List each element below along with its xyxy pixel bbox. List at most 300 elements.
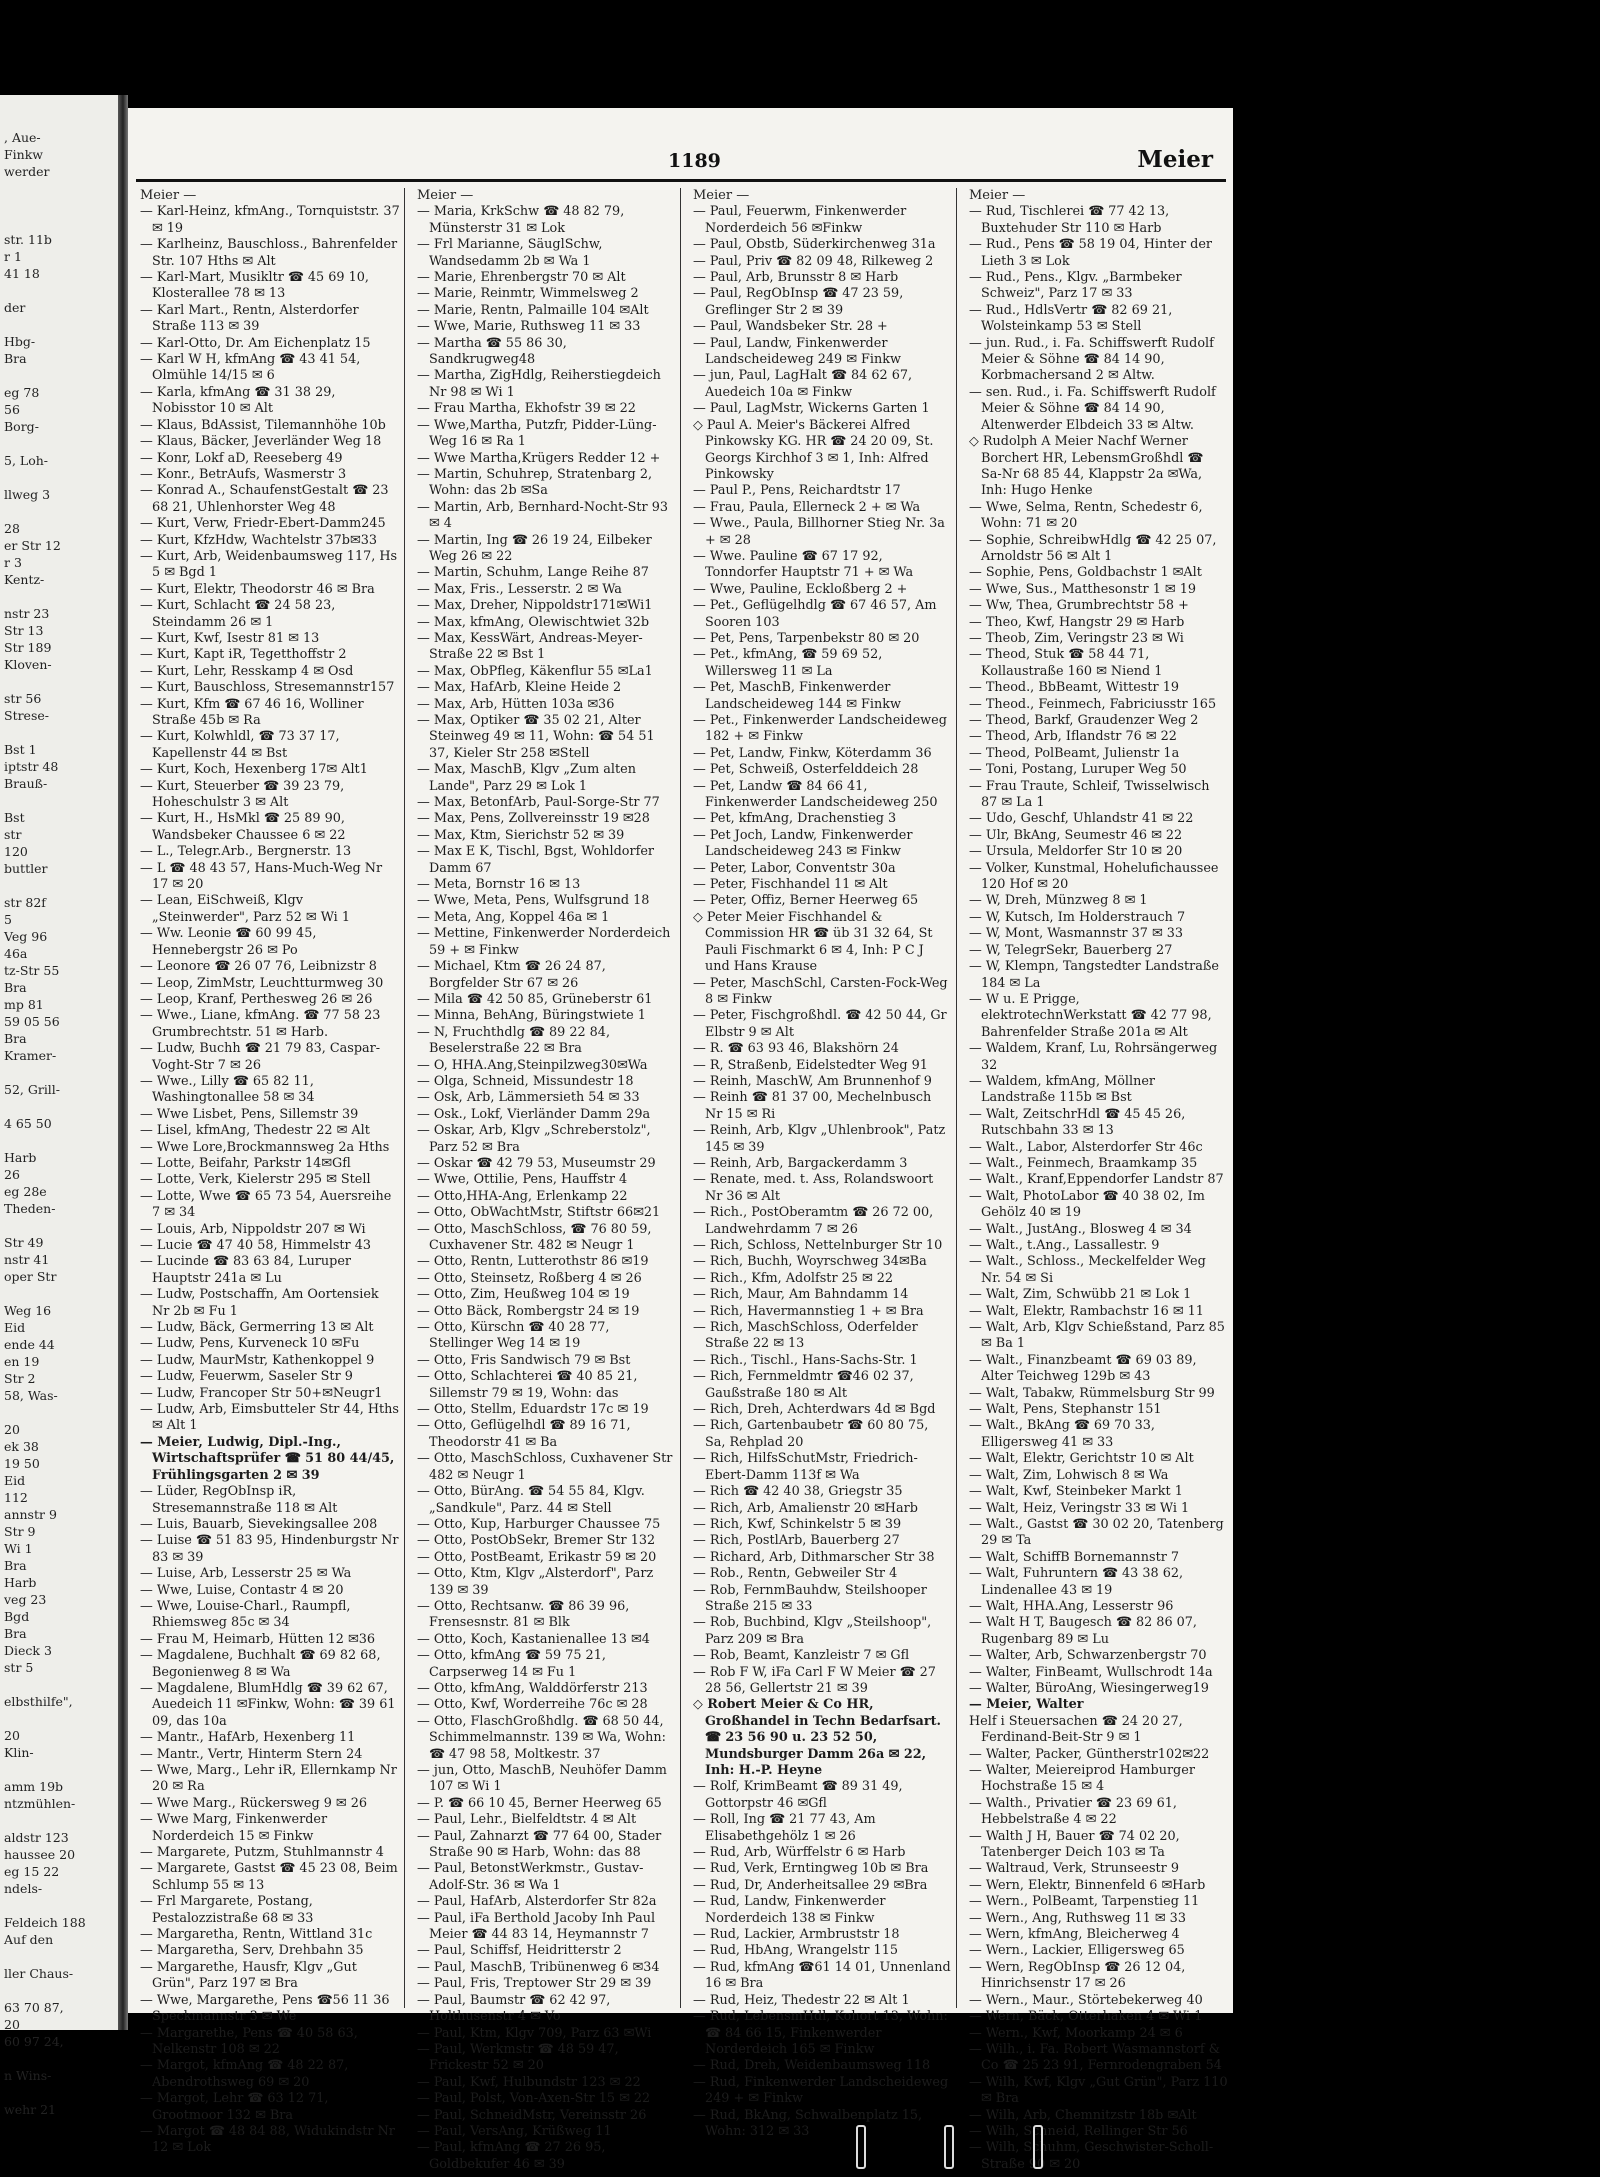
previous-page-line: eg 15 22 bbox=[4, 1864, 60, 1879]
directory-entry: — Paul, iFa Berthold Jacoby Inh Paul Meier ☎ 44 83 14, Heymannstr 7 bbox=[417, 1910, 656, 1943]
directory-entry: — Ludw, Feuerwm, Saseler Str 9 bbox=[140, 1369, 353, 1385]
directory-entry: — Theo, Kwf, Hangstr 29 ✉ Harb bbox=[969, 614, 1185, 630]
previous-page-line: r 1 bbox=[4, 249, 22, 264]
directory-entry: — Wwe, Luise, Contastr 4 ✉ 20 bbox=[140, 1582, 344, 1598]
directory-entry: — Margot ☎ 48 84 88, Widukindstr Nr 12 ✉ Lok bbox=[140, 2123, 395, 2156]
directory-entry: — Pet, kfmAng, Drachenstieg 3 bbox=[693, 811, 897, 827]
directory-entry: — Walt, PhotoLabor ☎ 40 38 02, Im Gehölz 40 ✉ 19 bbox=[969, 1188, 1205, 1221]
entry-list bbox=[417, 204, 676, 2173]
directory-entry: — Wwe Marg., Rückersweg 9 ✉ 26 bbox=[140, 1795, 367, 1811]
directory-entry: — Peter, Offiz, Berner Heerweg 65 bbox=[693, 893, 919, 909]
directory-entry: — Max, KessWärt, Andreas-Meyer-Straße 22 ✉ Bst 1 bbox=[417, 630, 643, 663]
directory-entry: — Rud, Heiz, Thedestr 22 ✉ Alt 1 bbox=[693, 1992, 910, 2008]
previous-page-line: tz-Str 55 bbox=[4, 963, 60, 978]
directory-entry: — Rob F W, iFa Carl F W Meier ☎ 27 28 56, Gellertstr 21 ✉ 39 bbox=[693, 1664, 936, 1696]
directory-entry: — Walt., BkAng ☎ 69 70 33, Elligersweg 41 ✉ 33 bbox=[969, 1418, 1155, 1450]
directory-entry: — Paul, BetonstWerkmstr., Gustav-Adolf-Str. 36 ✉ Wa 1 bbox=[417, 1861, 644, 1893]
directory-entry: — Max, Optiker ☎ 35 02 21, Alter Steinweg 49 ✉ 11, Wohn: ☎ 54 51 37, Kieler Str 258 ✉Stell bbox=[417, 713, 655, 761]
directory-entry: — Max, MaschB, Klgv „Zum alten Lande", Parz 29 ✉ Lok 1 bbox=[417, 762, 636, 794]
directory-entry: — Rud., Pens., Klgv. „Barmbeker Schweiz", Parz 17 ✉ 33 bbox=[969, 270, 1182, 302]
directory-entry: — Pet., kfmAng, ☎ 59 69 52, Willersweg 11 ✉ La bbox=[693, 647, 883, 679]
previous-page-line bbox=[0, 1761, 118, 1778]
directory-entry: — Paul, Landw, Finkenwerder Landscheideweg 249 ✉ Finkw bbox=[693, 335, 901, 368]
directory-entry: — Leop, ZimMstr, Leuchtturmweg 30 bbox=[140, 975, 384, 991]
directory-entry: — Wwe Lore,Brockmannsweg 2a Hths bbox=[140, 1139, 390, 1155]
directory-entry: — Wwe, Meta, Pens, Wulfsgrund 18 bbox=[417, 893, 650, 909]
directory-entry: — Walter, BüroAng, Wiesingerweg19 bbox=[969, 1680, 1209, 1696]
directory-entry: — Wilh, Schneid, Rellinger Str 56 bbox=[969, 2123, 1188, 2139]
registration-mark bbox=[856, 2125, 866, 2169]
directory-entry: — Margarete, Gastst ☎ 45 23 08, Beim Schlump 55 ✉ 13 bbox=[140, 1861, 398, 1893]
directory-entry: — Otto, Fris Sandwisch 79 ✉ Bst bbox=[417, 1352, 631, 1368]
directory-entry: — Rich ☎ 42 40 38, Griegstr 35 bbox=[693, 1484, 903, 1500]
listing-columns bbox=[128, 188, 1233, 2172]
directory-entry: — Martha ☎ 55 86 30, Sandkrugweg48 bbox=[417, 335, 567, 368]
directory-entry: — Luise, Arb, Lesserstr 25 ✉ Wa bbox=[140, 1566, 352, 1582]
directory-entry: — Walt, Zim, Schwübb 21 ✉ Lok 1 bbox=[969, 1287, 1192, 1303]
directory-entry: — Toni, Postang, Luruper Weg 50 bbox=[969, 762, 1187, 778]
directory-entry: — Rud, Tischlerei ☎ 77 42 13, Buxtehuder Str 110 ✉ Harb bbox=[969, 204, 1170, 236]
previous-page-line: , Aue- bbox=[4, 130, 41, 145]
directory-entry: — Rob, FernmBauhdw, Steilshooper Straße 215 ✉ 33 bbox=[693, 1582, 927, 1614]
directory-entry: — Frau, Paula, Ellerneck 2 + ✉ Wa bbox=[693, 499, 921, 515]
column-head: Meier — bbox=[140, 188, 197, 203]
directory-entry: — Walter, Meiereiprod Hamburger Hochstraße 15 ✉ 4 bbox=[969, 1763, 1195, 1795]
directory-entry: — Rud, Landw, Finkenwerder Norderdeich 138 ✉ Finkw bbox=[693, 1894, 886, 1926]
previous-page-line: 5 bbox=[4, 912, 12, 927]
directory-entry: — Paul, HafArb, Alsterdorfer Str 82a bbox=[417, 1894, 657, 1910]
directory-entry: — Frl Margarete, Postang, Pestalozzistraße 68 ✉ 33 bbox=[140, 1894, 314, 1926]
previous-page-line: Theden- bbox=[4, 1201, 56, 1216]
directory-entry: — Walter, Arb, Schwarzenbergstr 70 bbox=[969, 1648, 1207, 1664]
directory-entry: — Meier, Walter bbox=[969, 1697, 1084, 1713]
directory-entry: — Otto, Rechtsanw. ☎ 86 39 96, Frensesnstr. 81 ✉ Blk bbox=[417, 1598, 630, 1631]
directory-entry: — Rich, Arb, Amalienstr 20 ✉Harb bbox=[693, 1500, 918, 1516]
directory-entry: — Paul, SchneidMstr, Vereinsstr 26 bbox=[417, 2107, 647, 2123]
directory-entry: — Wwe, Selma, Rentn, Schedestr 6, Wohn: 71 ✉ 20 bbox=[969, 499, 1203, 532]
directory-entry: — Renate, med. t. Ass, Rolandswoort Nr 36 ✉ Alt bbox=[693, 1172, 934, 1204]
directory-entry: — Theod., BbBeamt, Wittestr 19 bbox=[969, 680, 1179, 696]
directory-entry: — Wern, Bäck, Otterhaken 4 ✉ Wi 1 bbox=[969, 2009, 1203, 2025]
directory-entry: — jun. Rud., i. Fa. Schiffswerft Rudolf Meier & Söhne ☎ 84 14 90, Korbmachersand 2 ✉ Altw. bbox=[969, 335, 1214, 384]
previous-page-line: str 82f bbox=[4, 895, 46, 910]
directory-entry: — Mantr., HafArb, Hexenberg 11 bbox=[140, 1730, 356, 1746]
previous-page-line: der bbox=[4, 300, 26, 315]
directory-entry: — Paul, Obstb, Süderkirchenweg 31a bbox=[693, 237, 936, 253]
previous-page-line: r 3 bbox=[4, 555, 22, 570]
directory-entry: Helf i Steuersachen ☎ 24 20 27, Ferdinand-Beit-Str 9 ✉ 1 bbox=[969, 1713, 1183, 1746]
directory-entry: — Otto, PostObSekr, Bremer Str 132 bbox=[417, 1533, 656, 1549]
directory-entry: — Luis, Bauarb, Sievekingsallee 208 bbox=[140, 1516, 378, 1532]
previous-page-line: buttler bbox=[4, 861, 48, 876]
book-gutter bbox=[118, 95, 128, 2030]
previous-page-line: iptstr 48 bbox=[4, 759, 59, 774]
directory-entry: — Magdalene, BlumHdlg ☎ 39 62 67, Auedeich 11 ✉Finkw, Wohn: ☎ 39 61 09, das 10a bbox=[140, 1680, 396, 1729]
directory-entry: — Martin, Schuhm, Lange Reihe 87 bbox=[417, 565, 649, 581]
directory-entry: — Max, Ktm, Sierichstr 52 ✉ 39 bbox=[417, 827, 625, 843]
previous-page-line: Str 9 bbox=[4, 1524, 36, 1539]
directory-entry: — Reinh, Arb, Bargackerdamm 3 bbox=[693, 1155, 908, 1171]
previous-page-line bbox=[0, 1404, 118, 1421]
directory-entry: — Rud, Verk, Erntingweg 10b ✉ Bra bbox=[693, 1861, 929, 1877]
previous-page-line: llweg 3 bbox=[4, 487, 51, 502]
previous-page-line: annstr 9 bbox=[4, 1507, 57, 1522]
directory-entry: — Mila ☎ 42 50 85, Grüneberstr 61 bbox=[417, 991, 653, 1007]
directory-entry: — Rich, Gartenbaubetr ☎ 60 80 75, Sa, Rehplad 20 bbox=[693, 1418, 929, 1450]
directory-entry: — Paul, kfmAng ☎ 27 26 95, Goldbekufer 46 ✉ 39 bbox=[417, 2140, 606, 2172]
directory-entry: — Martin, Arb, Bernhard-Nocht-Str 93 ✉ 4 bbox=[417, 499, 669, 532]
directory-entry: — Meier, Ludwig, Dipl.-Ing., Wirtschaftsprüfer ☎ 51 80 44/45, Frühlingsgarten 2 ✉ 39 bbox=[140, 1434, 395, 1483]
previous-page-line: 26 bbox=[4, 1167, 20, 1182]
directory-entry: — Rich, Fernmeldmtr ☎46 02 37, Gaußstraße 180 ✉ Alt bbox=[693, 1369, 914, 1401]
previous-page-line bbox=[0, 112, 118, 129]
previous-page-line: Bra bbox=[4, 351, 27, 366]
column-4 bbox=[956, 188, 1232, 2172]
directory-entry: — Karl W H, kfmAng ☎ 43 41 54, Olmühle 14/15 ✉ 6 bbox=[140, 352, 361, 384]
directory-entry: — Kurt, Bauschloss, Stresemannstr157 bbox=[140, 680, 395, 696]
directory-entry: — Otto Bäck, Rombergstr 24 ✉ 19 bbox=[417, 1303, 640, 1319]
previous-page-line: er Str 12 bbox=[4, 538, 61, 553]
entry-list bbox=[969, 204, 1228, 2173]
page-number: 1189 bbox=[668, 150, 721, 172]
directory-entry: — Otto, ObWachtMstr, Stiftstr 66✉21 bbox=[417, 1205, 661, 1221]
directory-entry: — Otto, Schlachterei ☎ 40 85 21, Sillemstr 79 ✉ 19, Wohn: das bbox=[417, 1369, 638, 1401]
directory-entry: — Wern., Ang, Ruthsweg 11 ✉ 33 bbox=[969, 1910, 1186, 1926]
directory-entry: — Pet, Landw ☎ 84 66 41, Finkenwerder Landscheideweg 250 bbox=[693, 778, 938, 811]
registration-mark bbox=[1033, 2125, 1043, 2169]
directory-entry: — Waldem, Kranf, Lu, Rohrsängerweg 32 bbox=[969, 1041, 1218, 1073]
previous-page-line bbox=[0, 469, 118, 486]
directory-entry: — Karl-Otto, Dr. Am Eichenplatz 15 bbox=[140, 335, 371, 351]
directory-entry: — Otto, Kürschn ☎ 40 28 77, Stellinger Weg 14 ✉ 19 bbox=[417, 1320, 610, 1352]
directory-entry: — Walt., Schloss., Meckelfelder Weg Nr. 54 ✉ Si bbox=[969, 1254, 1206, 1286]
directory-entry: ◇ Rudolph A Meier Nachf Werner Borchert HR, LebensmGroßhdl ☎ Sa-Nr 68 85 44, Klappstr 2a ✉Wa, Inh: Hugo Henke bbox=[969, 434, 1204, 499]
entry-list bbox=[693, 204, 952, 2140]
previous-page-line: Bra bbox=[4, 1558, 27, 1573]
directory-entry: — Maria, KrkSchw ☎ 48 82 79, Münsterstr 31 ✉ Lok bbox=[417, 204, 625, 236]
previous-page-line bbox=[0, 180, 118, 197]
directory-entry: — Wwe, Sus., Matthesonstr 1 ✉ 19 bbox=[969, 581, 1196, 597]
previous-page-line: eg 78 bbox=[4, 385, 40, 400]
previous-page-line: nstr 23 bbox=[4, 606, 50, 621]
directory-entry: — Rob., Rentn, Gebweiler Str 4 bbox=[693, 1566, 898, 1582]
previous-page-line: ek 38 bbox=[4, 1439, 39, 1454]
directory-entry: — Lotte, Beifahr, Parkstr 14✉Gfl bbox=[140, 1155, 351, 1171]
directory-entry: — Lotte, Verk, Kielerstr 295 ✉ Stell bbox=[140, 1172, 371, 1188]
directory-entry: — Wwe., Paula, Billhorner Stieg Nr. 3a + ✉ 28 bbox=[693, 516, 945, 548]
directory-entry: — Walt., Finanzbeamt ☎ 69 03 89, Alter Teichweg 129b ✉ 43 bbox=[969, 1352, 1197, 1385]
directory-entry: — Meta, Ang, Koppel 46a ✉ 1 bbox=[417, 909, 610, 925]
directory-entry: — Wwe, Pauline, Eckloßberg 2 + bbox=[693, 581, 908, 597]
previous-page-line bbox=[0, 724, 118, 741]
directory-entry: — Pet Joch, Landw, Finkenwerder Landscheideweg 243 ✉ Finkw bbox=[693, 827, 913, 860]
directory-entry: — Karl-Mart, Musikltr ☎ 45 69 10, Klosterallee 78 ✉ 13 bbox=[140, 270, 369, 302]
directory-entry: — Pet., Finkenwerder Landscheideweg 182 + ✉ Finkw bbox=[693, 713, 947, 745]
previous-page-line: en 19 bbox=[4, 1354, 40, 1369]
directory-entry: — Klaus, Bäcker, Jeverländer Weg 18 bbox=[140, 434, 382, 450]
directory-entry: — Ww. Leonie ☎ 60 99 45, Hennebergstr 26 ✉ Po bbox=[140, 926, 317, 958]
directory-entry: — Walter, Packer, Güntherstr102✉22 bbox=[969, 1746, 1210, 1762]
directory-entry: — Lisel, kfmAng, Thedestr 22 ✉ Alt bbox=[140, 1123, 370, 1139]
directory-entry: — Pet, Pens, Tarpenbekstr 80 ✉ 20 bbox=[693, 630, 920, 646]
directory-entry: — Lean, EiSchweiß, Klgv „Steinwerder", Parz 52 ✉ Wi 1 bbox=[140, 893, 350, 925]
directory-page bbox=[128, 108, 1233, 2172]
previous-page-line bbox=[0, 1132, 118, 1149]
directory-entry: — Margaretha, Rentn, Wittland 31c bbox=[140, 1927, 373, 1943]
directory-entry: — Rich, MaschSchloss, Oderfelder Straße 22 ✉ 13 bbox=[693, 1320, 918, 1352]
previous-page-line: Bra bbox=[4, 1031, 27, 1046]
previous-page-line: ller Chaus- bbox=[4, 1966, 74, 1981]
directory-entry: — Wern., Maur., Störtebekerweg 40 bbox=[969, 1992, 1203, 2008]
directory-entry: — Rich., PostOberamtm ☎ 26 72 00, Landwehrdamm 7 ✉ 26 bbox=[693, 1205, 934, 1237]
directory-entry: — Max, Pens, Zollvereinsstr 19 ✉28 bbox=[417, 811, 650, 827]
directory-entry: — Ludw, MaurMstr, Kathenkoppel 9 bbox=[140, 1352, 375, 1368]
directory-entry: — Rob, Buchbind, Klgv „Steilshoop", Parz 209 ✉ Bra bbox=[693, 1615, 932, 1647]
directory-entry: — Wern., Lackier, Elligersweg 65 bbox=[969, 1943, 1185, 1959]
directory-entry: — Ludw, Arb, Eimsbutteler Str 44, Hths ✉ Alt 1 bbox=[140, 1402, 399, 1434]
directory-entry: — Max, Arb, Hütten 103a ✉36 bbox=[417, 696, 615, 712]
directory-entry: — Wilh., i. Fa. Robert Wasmannstorf & Co ☎ 25 23 91, Fernrodengraben 54 bbox=[969, 2041, 1222, 2074]
directory-entry: — Kurt, H., HsMkl ☎ 25 89 90, Wandsbeker Chaussee 6 ✉ 22 bbox=[140, 811, 346, 843]
previous-page-line bbox=[0, 1948, 118, 1965]
directory-entry: — Frau Martha, Ekhofstr 39 ✉ 22 bbox=[417, 401, 636, 417]
previous-page-line: 19 50 bbox=[4, 1456, 40, 1471]
page-header bbox=[128, 108, 1233, 180]
directory-entry: — Rud, Dr, Anderheitsallee 29 ✉Bra bbox=[693, 1877, 928, 1893]
directory-entry: — Peter, Labor, Conventstr 30a bbox=[693, 860, 896, 876]
previous-page-line bbox=[0, 877, 118, 894]
directory-entry: — Minna, BehAng, Büringstwiete 1 bbox=[417, 1008, 646, 1024]
directory-entry: — Theod, Barkf, Graudenzer Weg 2 bbox=[969, 713, 1199, 728]
previous-page-line: Auf den bbox=[4, 1932, 54, 1947]
directory-entry: — Lucinde ☎ 83 63 84, Luruper Hauptstr 241a ✉ Lu bbox=[140, 1254, 352, 1286]
directory-entry: — Martha, ZigHdlg, Reiherstiegdeich Nr 98 ✉ Wi 1 bbox=[417, 368, 661, 400]
previous-page-line: Kentz- bbox=[4, 572, 45, 587]
previous-page-line: Dieck 3 bbox=[4, 1643, 52, 1658]
directory-entry: — Wern, Elektr, Binnenfeld 6 ✉Harb bbox=[969, 1877, 1206, 1893]
directory-entry: — Kurt, Verw, Friedr-Ebert-Damm245 bbox=[140, 516, 386, 532]
directory-entry: — Rud, Finkenwerder Landscheideweg 249 + ✉ Finkw bbox=[693, 2074, 949, 2107]
directory-entry: — Marie, Rentn, Palmaille 104 ✉Alt bbox=[417, 302, 649, 318]
directory-entry: — Pet, Schweiß, Osterfelddeich 28 bbox=[693, 762, 919, 778]
directory-entry: — Meta, Bornstr 16 ✉ 13 bbox=[417, 877, 581, 893]
directory-entry: — Walt H T, Baugesch ☎ 82 86 07, Rugenbarg 89 ✉ Lu bbox=[969, 1615, 1198, 1647]
directory-entry: — Pet, Landw, Finkw, Köterdamm 36 bbox=[693, 745, 932, 761]
previous-page-line bbox=[0, 1285, 118, 1302]
directory-entry: — Wilh, Schuhm, Geschwister-Scholl-Straße 90 ✉ 20 bbox=[969, 2140, 1214, 2172]
previous-page-line: str. 11b bbox=[4, 232, 52, 247]
directory-entry: — W u. E Prigge, elektrotechnWerkstatt ☎ 42 77 98, Bahrenfelder Straße 201a ✉ Alt bbox=[969, 991, 1212, 1040]
previous-page-line: haussee 20 bbox=[4, 1847, 76, 1862]
directory-entry: — Walt., Feinmech, Braamkamp 35 bbox=[969, 1155, 1198, 1171]
directory-entry: — L., Telegr.Arb., Bergnerstr. 13 bbox=[140, 844, 352, 860]
directory-entry: — Kurt, Koch, Hexenberg 17✉ Alt1 bbox=[140, 762, 368, 778]
directory-entry: — Otto, MaschSchloss, ☎ 76 80 59, Cuxhavener Str. 482 ✉ Neugr 1 bbox=[417, 1221, 652, 1253]
directory-entry: — Walt, Zim, Lohwisch 8 ✉ Wa bbox=[969, 1467, 1169, 1483]
directory-entry: — Wern., Kwf, Moorkamp 24 ✉ 6 bbox=[969, 2025, 1183, 2041]
directory-entry: — Leop, Kranf, Perthesweg 26 ✉ 26 bbox=[140, 991, 373, 1007]
previous-page-line: Harb bbox=[4, 1150, 37, 1165]
directory-entry: — Walt, Arb, Klgv Schießstand, Parz 85 ✉ Ba 1 bbox=[969, 1320, 1225, 1352]
directory-entry: — Rolf, KrimBeamt ☎ 89 31 49, Gottorpstr 46 ✉Gfl bbox=[693, 1779, 903, 1811]
running-title: Meier bbox=[1137, 146, 1213, 173]
previous-page-line: Str 189 bbox=[4, 640, 52, 655]
directory-entry: — Walt., Kranf,Eppendorfer Landstr 87 bbox=[969, 1172, 1224, 1188]
directory-entry: — Kurt, Kwf, Isestr 81 ✉ 13 bbox=[140, 630, 320, 646]
previous-page-line: Borg- bbox=[4, 419, 39, 434]
directory-entry: — Rich, Kwf, Schinkelstr 5 ✉ 39 bbox=[693, 1516, 902, 1532]
directory-entry: — Otto, Geflügelhdl ☎ 89 16 71, Theodorstr 41 ✉ Ba bbox=[417, 1418, 631, 1450]
directory-entry: — W, TelegrSekr, Bauerberg 27 bbox=[969, 942, 1173, 958]
directory-entry: — Margaretha, Serv, Drehbahn 35 bbox=[140, 1943, 364, 1959]
directory-entry: — L ☎ 48 43 57, Hans-Much-Weg Nr 17 ✉ 20 bbox=[140, 860, 383, 893]
registration-mark bbox=[944, 2125, 954, 2169]
directory-entry: — Max, kfmAng, Olewischtwiet 32b bbox=[417, 614, 650, 630]
previous-page-line: Bra bbox=[4, 980, 27, 995]
directory-entry: — Max, ObPfleg, Käkenflur 55 ✉La1 bbox=[417, 663, 653, 679]
previous-page-line: Eid bbox=[4, 1320, 26, 1335]
directory-entry: — Walt, Pens, Stephanstr 151 bbox=[969, 1402, 1162, 1418]
directory-entry: — Reinh, MaschW, Am Brunnenhof 9 bbox=[693, 1073, 932, 1089]
previous-page-line: Wi 1 bbox=[4, 1541, 33, 1556]
directory-entry: — Peter, Fischhandel 11 ✉ Alt bbox=[693, 877, 888, 893]
directory-entry: — O, HHA.Ang,Steinpilzweg30✉Wa bbox=[417, 1057, 648, 1073]
previous-page-line bbox=[0, 1676, 118, 1693]
previous-page-line: str bbox=[4, 827, 22, 842]
previous-page-line: 112 bbox=[4, 1490, 28, 1505]
directory-entry: — Lüder, RegObInsp iR, Stresemannstraße 118 ✉ Alt bbox=[140, 1484, 338, 1516]
directory-entry: — Magdalene, Buchhalt ☎ 69 82 68, Begonienweg 8 ✉ Wa bbox=[140, 1648, 381, 1680]
directory-entry: — Olga, Schneid, Missundestr 18 bbox=[417, 1073, 634, 1089]
directory-entry: — Klaus, BdAssist, Tilemannhöhe 10b bbox=[140, 417, 386, 433]
directory-entry: — Rud, LebensmHdl, Kohort 13, Wohn: ☎ 84 66 15, Finkenwerder Norderdeich 165 ✉ Finkw bbox=[693, 2009, 948, 2057]
directory-entry: — Margot, kfmAng ☎ 48 22 87, Abendrothsweg 69 ✉ 20 bbox=[140, 2058, 349, 2090]
directory-entry: — Rob, Beamt, Kanzleistr 7 ✉ Gfl bbox=[693, 1648, 910, 1664]
directory-entry: — Ludw, Bäck, Germerring 13 ✉ Alt bbox=[140, 1320, 374, 1336]
directory-entry: — Rich, Dreh, Achterdwars 4d ✉ Bgd bbox=[693, 1402, 936, 1418]
previous-page-line: Bra bbox=[4, 1626, 27, 1641]
directory-entry: — Walth J H, Bauer ☎ 74 02 20, Tatenberger Deich 103 ✉ Ta bbox=[969, 1828, 1180, 1861]
directory-entry: — Paul, LagMstr, Wickerns Garten 1 bbox=[693, 401, 930, 417]
directory-entry: — Rich, Schloss, Nettelnburger Str 10 bbox=[693, 1238, 943, 1253]
directory-entry: — Kurt, Kfm ☎ 67 46 16, Wolliner Straße 45b ✉ Ra bbox=[140, 696, 364, 728]
directory-entry: — Paul, Arb, Brunsstr 8 ✉ Harb bbox=[693, 270, 899, 286]
previous-page-line: nstr 41 bbox=[4, 1252, 50, 1267]
directory-entry: — Wwe Lisbet, Pens, Sillemstr 39 bbox=[140, 1106, 359, 1122]
column-head: Meier — bbox=[693, 188, 750, 203]
directory-entry: — Paul, RegObInsp ☎ 47 23 59, Greflinger Str 2 ✉ 39 bbox=[693, 286, 904, 318]
directory-entry: — Rud, kfmAng ☎61 14 01, Unnenland 16 ✉ Bra bbox=[693, 1959, 951, 1992]
directory-entry: — Walt, HHA.Ang, Lesserstr 96 bbox=[969, 1598, 1174, 1614]
directory-entry: — jun, Paul, LagHalt ☎ 84 62 67, Auedeich 10a ✉ Finkw bbox=[693, 368, 913, 400]
previous-page-line: Bst bbox=[4, 810, 25, 825]
directory-entry: — Mettine, Finkenwerder Norderdeich 59 + ✉ Finkw bbox=[417, 926, 671, 958]
previous-page-line: wehr 21 bbox=[4, 2102, 57, 2117]
previous-page-line: 46a bbox=[4, 946, 28, 961]
directory-entry: — Leonore ☎ 26 07 76, Leibnizstr 8 bbox=[140, 959, 377, 975]
directory-entry: — Osk., Lokf, Vierländer Damm 29a bbox=[417, 1106, 651, 1122]
directory-entry: — Ludw, Buchh ☎ 21 79 83, Caspar-Voght-Str 7 ✉ 26 bbox=[140, 1041, 381, 1073]
directory-entry: — Paul, Kwf, Hulbundstr 123 ✉ 22 bbox=[417, 2074, 641, 2090]
previous-page-line bbox=[0, 1982, 118, 1999]
directory-entry: — Frau M, Heimarb, Hütten 12 ✉36 bbox=[140, 1631, 375, 1647]
previous-page-line: 28 bbox=[4, 521, 20, 536]
previous-page-line: 63 70 87, bbox=[4, 2000, 64, 2015]
directory-entry: — Rud., Pens ☎ 58 19 04, Hinter der Lieth 3 ✉ Lok bbox=[969, 237, 1213, 269]
directory-entry: — Paul, MaschB, Tribünenweg 6 ✉34 bbox=[417, 1959, 660, 1975]
directory-entry: — Konr, Lokf aD, Reeseberg 49 bbox=[140, 450, 343, 466]
previous-page-line: Weg 16 bbox=[4, 1303, 52, 1318]
column-head: Meier — bbox=[417, 188, 474, 203]
directory-entry: — Walter, FinBeamt, Wullschrodt 14a bbox=[969, 1664, 1213, 1680]
directory-entry: — Roll, Ing ☎ 21 77 43, Am Elisabethgehölz 1 ✉ 26 bbox=[693, 1812, 876, 1844]
previous-page-line bbox=[0, 435, 118, 452]
directory-entry: — Kurt, Kapt iR, Tegetthoffstr 2 bbox=[140, 647, 347, 663]
directory-entry: — Peter, Fischgroßhdl. ☎ 42 50 44, Gr Elbstr 9 ✉ Alt bbox=[693, 1008, 947, 1040]
column-1 bbox=[128, 188, 404, 2156]
directory-entry: — Volker, Kunstmal, Hohelufichaussee 120 Hof ✉ 20 bbox=[969, 860, 1219, 893]
previous-page-line: Strese- bbox=[4, 708, 49, 723]
directory-entry: — Otto, Kup, Harburger Chaussee 75 bbox=[417, 1516, 661, 1532]
previous-page-line: Bst 1 bbox=[4, 742, 37, 757]
directory-entry: — Walt, Elektr, Gerichtstr 10 ✉ Alt bbox=[969, 1451, 1194, 1467]
directory-entry: — Max, Fris., Lesserstr. 2 ✉ Wa bbox=[417, 581, 622, 597]
directory-entry: — Otto, FlaschGroßhdlg. ☎ 68 50 44, Schimmelmannstr. 139 ✉ Wa, Wohn: ☎ 47 98 58, Moltkestr. 37 bbox=[417, 1713, 666, 1762]
previous-page-line: werder bbox=[4, 164, 50, 179]
directory-entry: — Otto, MaschSchloss, Cuxhavener Str 482 ✉ Neugr 1 bbox=[417, 1451, 673, 1483]
directory-entry: — Wwe., Liane, kfmAng. ☎ 77 58 23 Grumbrechtstr. 51 ✉ Harb. bbox=[140, 1008, 381, 1040]
previous-page-line bbox=[0, 1897, 118, 1914]
previous-page-line: 5, Loh- bbox=[4, 453, 49, 468]
directory-entry: — Martin, Schuhrep, Stratenbarg 2, Wohn: das 2b ✉Sa bbox=[417, 466, 653, 499]
directory-entry: — Wern, RegObInsp ☎ 26 12 04, Hinrichsenstr 17 ✉ 26 bbox=[969, 1959, 1186, 1992]
previous-page-line: 59 05 56 bbox=[4, 1014, 60, 1029]
directory-entry: — Kurt, Steuerber ☎ 39 23 79, Hoheschulstr 3 ✉ Alt bbox=[140, 778, 345, 811]
directory-entry: — Walt, Elektr, Rambachstr 16 ✉ 11 bbox=[969, 1303, 1204, 1319]
column-head: Meier — bbox=[969, 188, 1026, 203]
directory-entry: — Pet., Geflügelhdlg ☎ 67 46 57, Am Sooren 103 bbox=[693, 598, 937, 630]
previous-page-line: 58, Was- bbox=[4, 1388, 58, 1403]
directory-entry: — Wwe,Martha, Putzfr, Pidder-Lüng-Weg 16 ✉ Ra 1 bbox=[417, 417, 657, 450]
directory-entry: — Walt, Fuhruntern ☎ 43 38 62, Lindenallee 43 ✉ 19 bbox=[969, 1566, 1184, 1598]
directory-entry: — Rich, PostlArb, Bauerberg 27 bbox=[693, 1533, 900, 1549]
previous-page-line bbox=[0, 1812, 118, 1829]
directory-entry: — Rich, HilfsSchutMstr, Friedrich-Ebert-Damm 113f ✉ Wa bbox=[693, 1451, 918, 1483]
previous-page-line: 20 bbox=[4, 2017, 20, 2032]
directory-entry: — Paul, Lehr., Bielfeldtstr. 4 ✉ Alt bbox=[417, 1812, 637, 1828]
directory-entry: — Paul, Priv ☎ 82 09 48, Rilkeweg 2 bbox=[693, 253, 934, 269]
directory-entry: — Sophie, SchreibwHdlg ☎ 42 25 07, Arnoldstr 56 ✉ Alt 1 bbox=[969, 532, 1217, 564]
directory-entry: — Ww, Thea, Grumbrechtstr 58 + bbox=[969, 598, 1189, 614]
directory-entry: — Wwe Marg, Finkenwerder Norderdeich 15 ✉ Finkw bbox=[140, 1812, 328, 1844]
directory-entry: — Waltraud, Verk, Strunseestr 9 bbox=[969, 1861, 1179, 1877]
directory-entry: — Paul, Fris, Treptower Str 29 ✉ 39 bbox=[417, 1976, 652, 1992]
directory-entry: — Otto, Ktm, Klgv „Alsterdorf", Parz 139 ✉ 39 bbox=[417, 1566, 654, 1598]
directory-entry: — Lotte, Wwe ☎ 65 73 54, Auersreihe 7 ✉ 34 bbox=[140, 1188, 392, 1221]
directory-entry: — Rich, Buchh, Woyrschweg 34✉Ba bbox=[693, 1254, 927, 1270]
previous-page-line: Hbg- bbox=[4, 334, 36, 349]
entry-list bbox=[140, 204, 400, 2156]
header-rule bbox=[136, 179, 1226, 182]
previous-page-line: Brauß- bbox=[4, 776, 48, 791]
directory-entry: — Marie, Reinmtr, Wimmelsweg 2 bbox=[417, 286, 639, 302]
previous-page-line bbox=[0, 316, 118, 333]
previous-page-line bbox=[0, 2050, 118, 2067]
previous-page-line: ende 44 bbox=[4, 1337, 55, 1352]
previous-page-line: veg 23 bbox=[4, 1592, 47, 1607]
directory-entry: — Karl Mart., Rentn, Alsterdorfer Straße 113 ✉ 39 bbox=[140, 302, 359, 335]
directory-entry: — Max, BetonfArb, Paul-Sorge-Str 77 bbox=[417, 795, 660, 811]
